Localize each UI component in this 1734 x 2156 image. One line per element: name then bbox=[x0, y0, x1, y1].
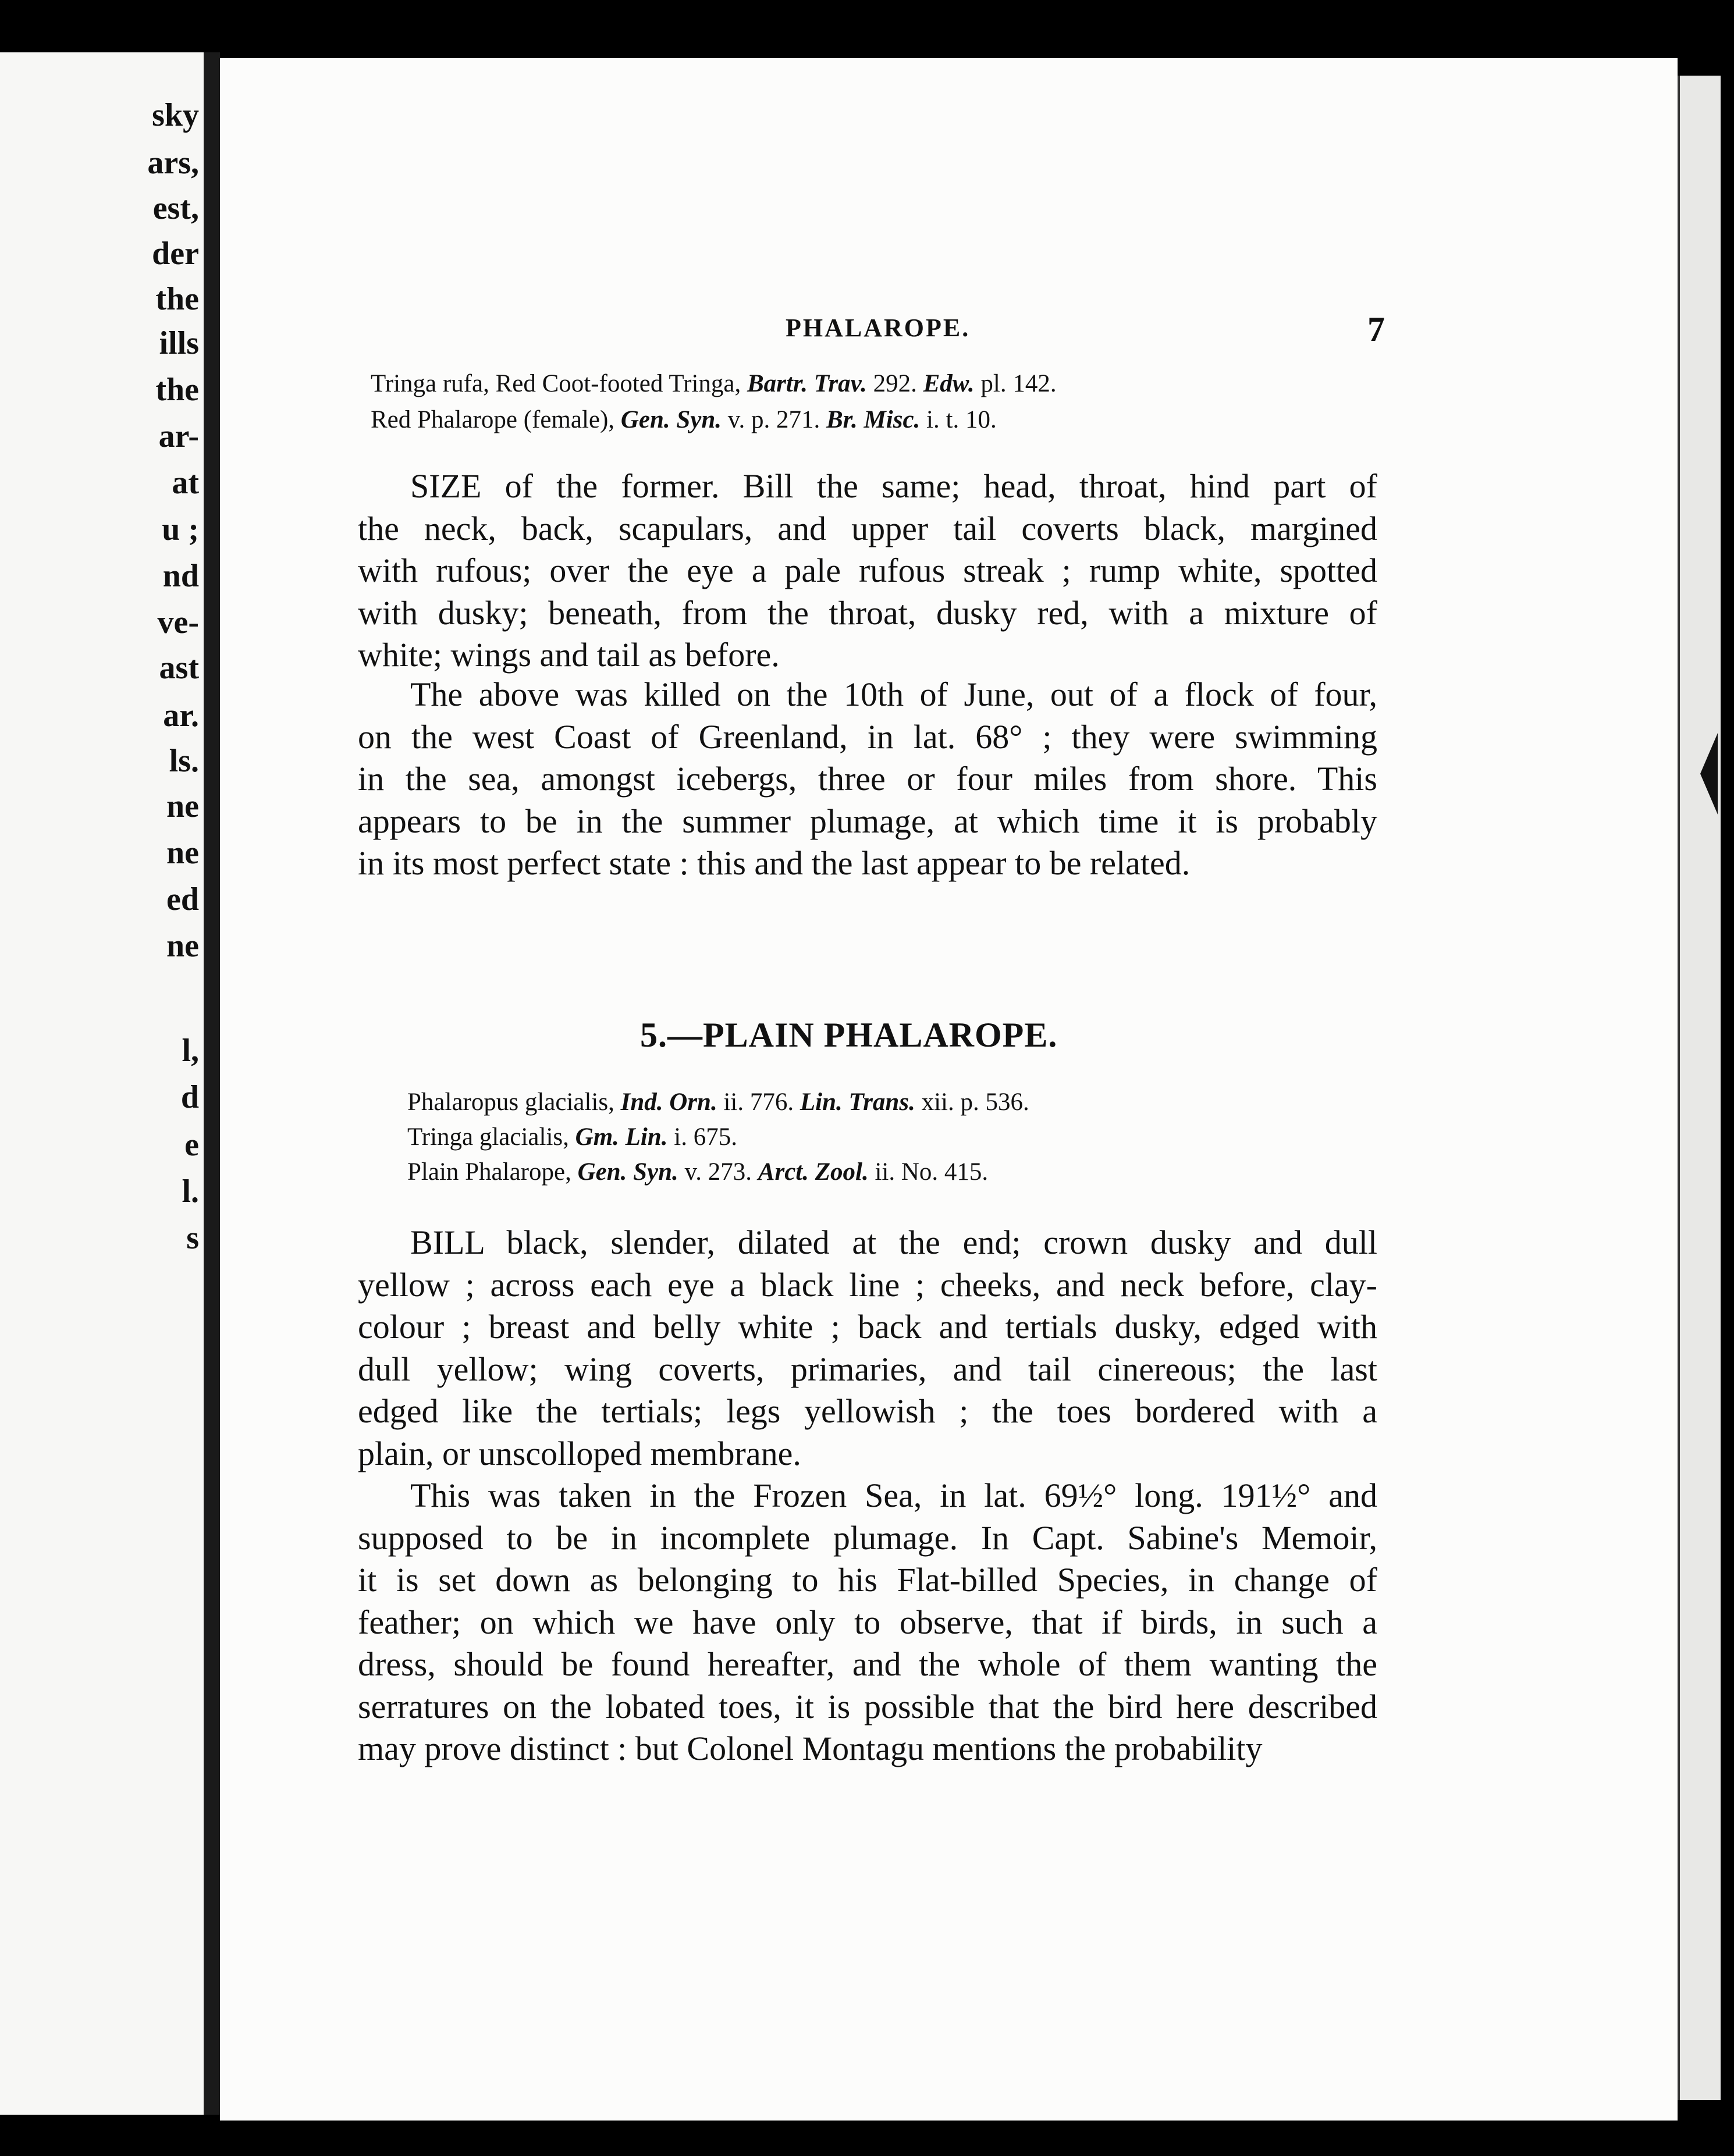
text-line: serratures on the lobated toes, it is possible that the bird here described bbox=[358, 1687, 1377, 1725]
left-page-fragment: l, bbox=[182, 1033, 199, 1069]
text-line: yellow ; across each eye a black line ; cheeks, and neck before, clay- bbox=[358, 1265, 1377, 1304]
synonym-text: Red Phalarope (female), bbox=[371, 406, 621, 433]
paragraph-size-description bbox=[358, 465, 1377, 677]
synonym-reference: Gen. Syn. bbox=[620, 406, 722, 433]
synonym-reference: Gm. Lin. bbox=[575, 1123, 668, 1151]
synonym-reference: Ind. Orn. bbox=[620, 1088, 717, 1116]
synonym-text: Tringa rufa, Red Coot-footed Tringa, bbox=[371, 370, 747, 397]
page-edge bbox=[1678, 76, 1721, 2100]
left-page-fragment: d bbox=[180, 1079, 199, 1115]
left-page bbox=[0, 52, 204, 2115]
left-page-fragment: der bbox=[152, 236, 199, 272]
text-line: supposed to be in incomplete plumage. In Capt. Sabine's Memoir, bbox=[358, 1518, 1377, 1557]
synonym-text: Phalaropus glacialis, bbox=[407, 1088, 621, 1116]
synonym-reference: Edw. bbox=[923, 370, 975, 397]
left-page-fragment: ed bbox=[166, 881, 199, 917]
synonym-line bbox=[371, 369, 1057, 398]
text-line: on the west Coast of Greenland, in lat. 68° ; they were swimming bbox=[358, 717, 1377, 756]
synonym-line bbox=[371, 405, 997, 434]
text-line: This was taken in the Frozen Sea, in lat. 69½° long. 191½° and bbox=[410, 1477, 1377, 1514]
text-line: may prove distinct : but Colonel Montagu mentions the probability bbox=[358, 1730, 1263, 1767]
left-page-fragment: ars, bbox=[147, 145, 199, 181]
synonym-text: i. t. 10. bbox=[920, 406, 997, 433]
synonym-text: Tringa glacialis, bbox=[407, 1123, 575, 1151]
left-page-fragment: ne bbox=[166, 928, 199, 964]
text-line: feather; on which we have only to observe, that if birds, in such a bbox=[358, 1603, 1377, 1641]
page-tab-marker bbox=[1700, 733, 1718, 814]
synonym-line bbox=[407, 1158, 988, 1186]
text-line: edged like the tertials; legs yellowish ; the toes bordered with a bbox=[358, 1392, 1377, 1430]
left-page-fragment: s bbox=[186, 1220, 199, 1256]
synonym-line bbox=[407, 1088, 1029, 1116]
text-line: with rufous; over the eye a pale rufous streak ; rump white, spotted bbox=[358, 552, 1377, 589]
synonym-text: pl. 142. bbox=[974, 370, 1057, 397]
left-page-fragment: ve- bbox=[157, 604, 199, 641]
left-page-fragment: ne bbox=[166, 788, 199, 824]
running-head: PHALAROPE. bbox=[786, 314, 971, 342]
text-line: The above was killed on the 10th of June, out of a flock of four, bbox=[410, 675, 1377, 713]
text-line: it is set down as belonging to his Flat-billed Species, in change of bbox=[358, 1561, 1377, 1599]
synonym-reference: Lin. Trans. bbox=[800, 1088, 915, 1116]
left-page-fragment: the bbox=[155, 281, 199, 317]
synonym-text: ii. 776. bbox=[717, 1088, 800, 1116]
paragraph-frozen-sea bbox=[358, 1475, 1377, 1770]
page-number: 7 bbox=[1367, 310, 1385, 348]
synonym-reference: Gen. Syn. bbox=[577, 1158, 678, 1186]
synonym-line bbox=[407, 1123, 737, 1151]
left-page-fragment: ar. bbox=[163, 698, 199, 734]
left-page-fragment: ls. bbox=[169, 743, 199, 779]
synonym-text: ii. No. 415. bbox=[868, 1158, 989, 1186]
synonym-text: 292. bbox=[866, 370, 923, 397]
text-line: colour ; breast and belly white ; back and tertials dusky, edged with bbox=[358, 1308, 1377, 1346]
left-page-fragment: e bbox=[184, 1127, 199, 1163]
text-line: in the sea, amongst icebergs, three or four miles from shore. This bbox=[358, 760, 1377, 798]
synonym-reference: Arct. Zool. bbox=[758, 1158, 869, 1186]
text-line: with dusky; beneath, from the throat, dusky red, with a mixture of bbox=[358, 593, 1377, 632]
left-page-fragment: ne bbox=[166, 835, 199, 871]
synonym-text: xii. p. 536. bbox=[915, 1088, 1029, 1116]
synonym-text: v. p. 271. bbox=[722, 406, 826, 433]
text-line: dress, should be found hereafter, and the whole of them wanting the bbox=[358, 1645, 1377, 1683]
text-line: BILL black, slender, dilated at the end; crown dusky and dull bbox=[410, 1223, 1377, 1261]
left-page-fragment: ills bbox=[159, 325, 199, 361]
synonym-reference: Bartr. Trav. bbox=[747, 370, 867, 397]
text-line: plain, or unscolloped membrane. bbox=[358, 1434, 801, 1472]
left-page-fragment: ar- bbox=[158, 418, 199, 454]
text-line: white; wings and tail as before. bbox=[358, 636, 780, 674]
paragraph-bill-description bbox=[358, 1222, 1377, 1475]
left-page-fragment: est, bbox=[152, 190, 199, 226]
text-line: appears to be in the summer plumage, at which time it is probably bbox=[358, 802, 1377, 840]
left-page-fragment: ast bbox=[159, 650, 199, 686]
synonym-text: i. 675. bbox=[667, 1123, 737, 1151]
text-line: dull yellow; wing coverts, primaries, and tail cinereous; the last bbox=[358, 1350, 1377, 1388]
section-heading: 5.—PLAIN PHALAROPE. bbox=[640, 1016, 1058, 1054]
left-page-fragment: l. bbox=[182, 1173, 199, 1209]
left-page-fragment: u ; bbox=[162, 511, 199, 547]
synonym-text: Plain Phalarope, bbox=[407, 1158, 578, 1186]
left-page-fragment: nd bbox=[162, 558, 199, 594]
left-page-fragment: the bbox=[155, 372, 199, 408]
text-line: SIZE of the former. Bill the same; head, throat, hind part of bbox=[410, 467, 1377, 505]
text-line: in its most perfect state : this and the last appear to be related. bbox=[358, 844, 1191, 882]
left-page-fragment: at bbox=[172, 465, 199, 501]
text-line: the neck, back, scapulars, and upper tail coverts black, margined bbox=[358, 509, 1377, 547]
book-gutter bbox=[204, 52, 220, 2115]
synonym-text: v. 273. bbox=[678, 1158, 758, 1186]
paragraph-killed-location bbox=[358, 674, 1377, 885]
synonym-reference: Br. Misc. bbox=[826, 406, 921, 433]
left-page-fragment: sky bbox=[152, 97, 199, 133]
